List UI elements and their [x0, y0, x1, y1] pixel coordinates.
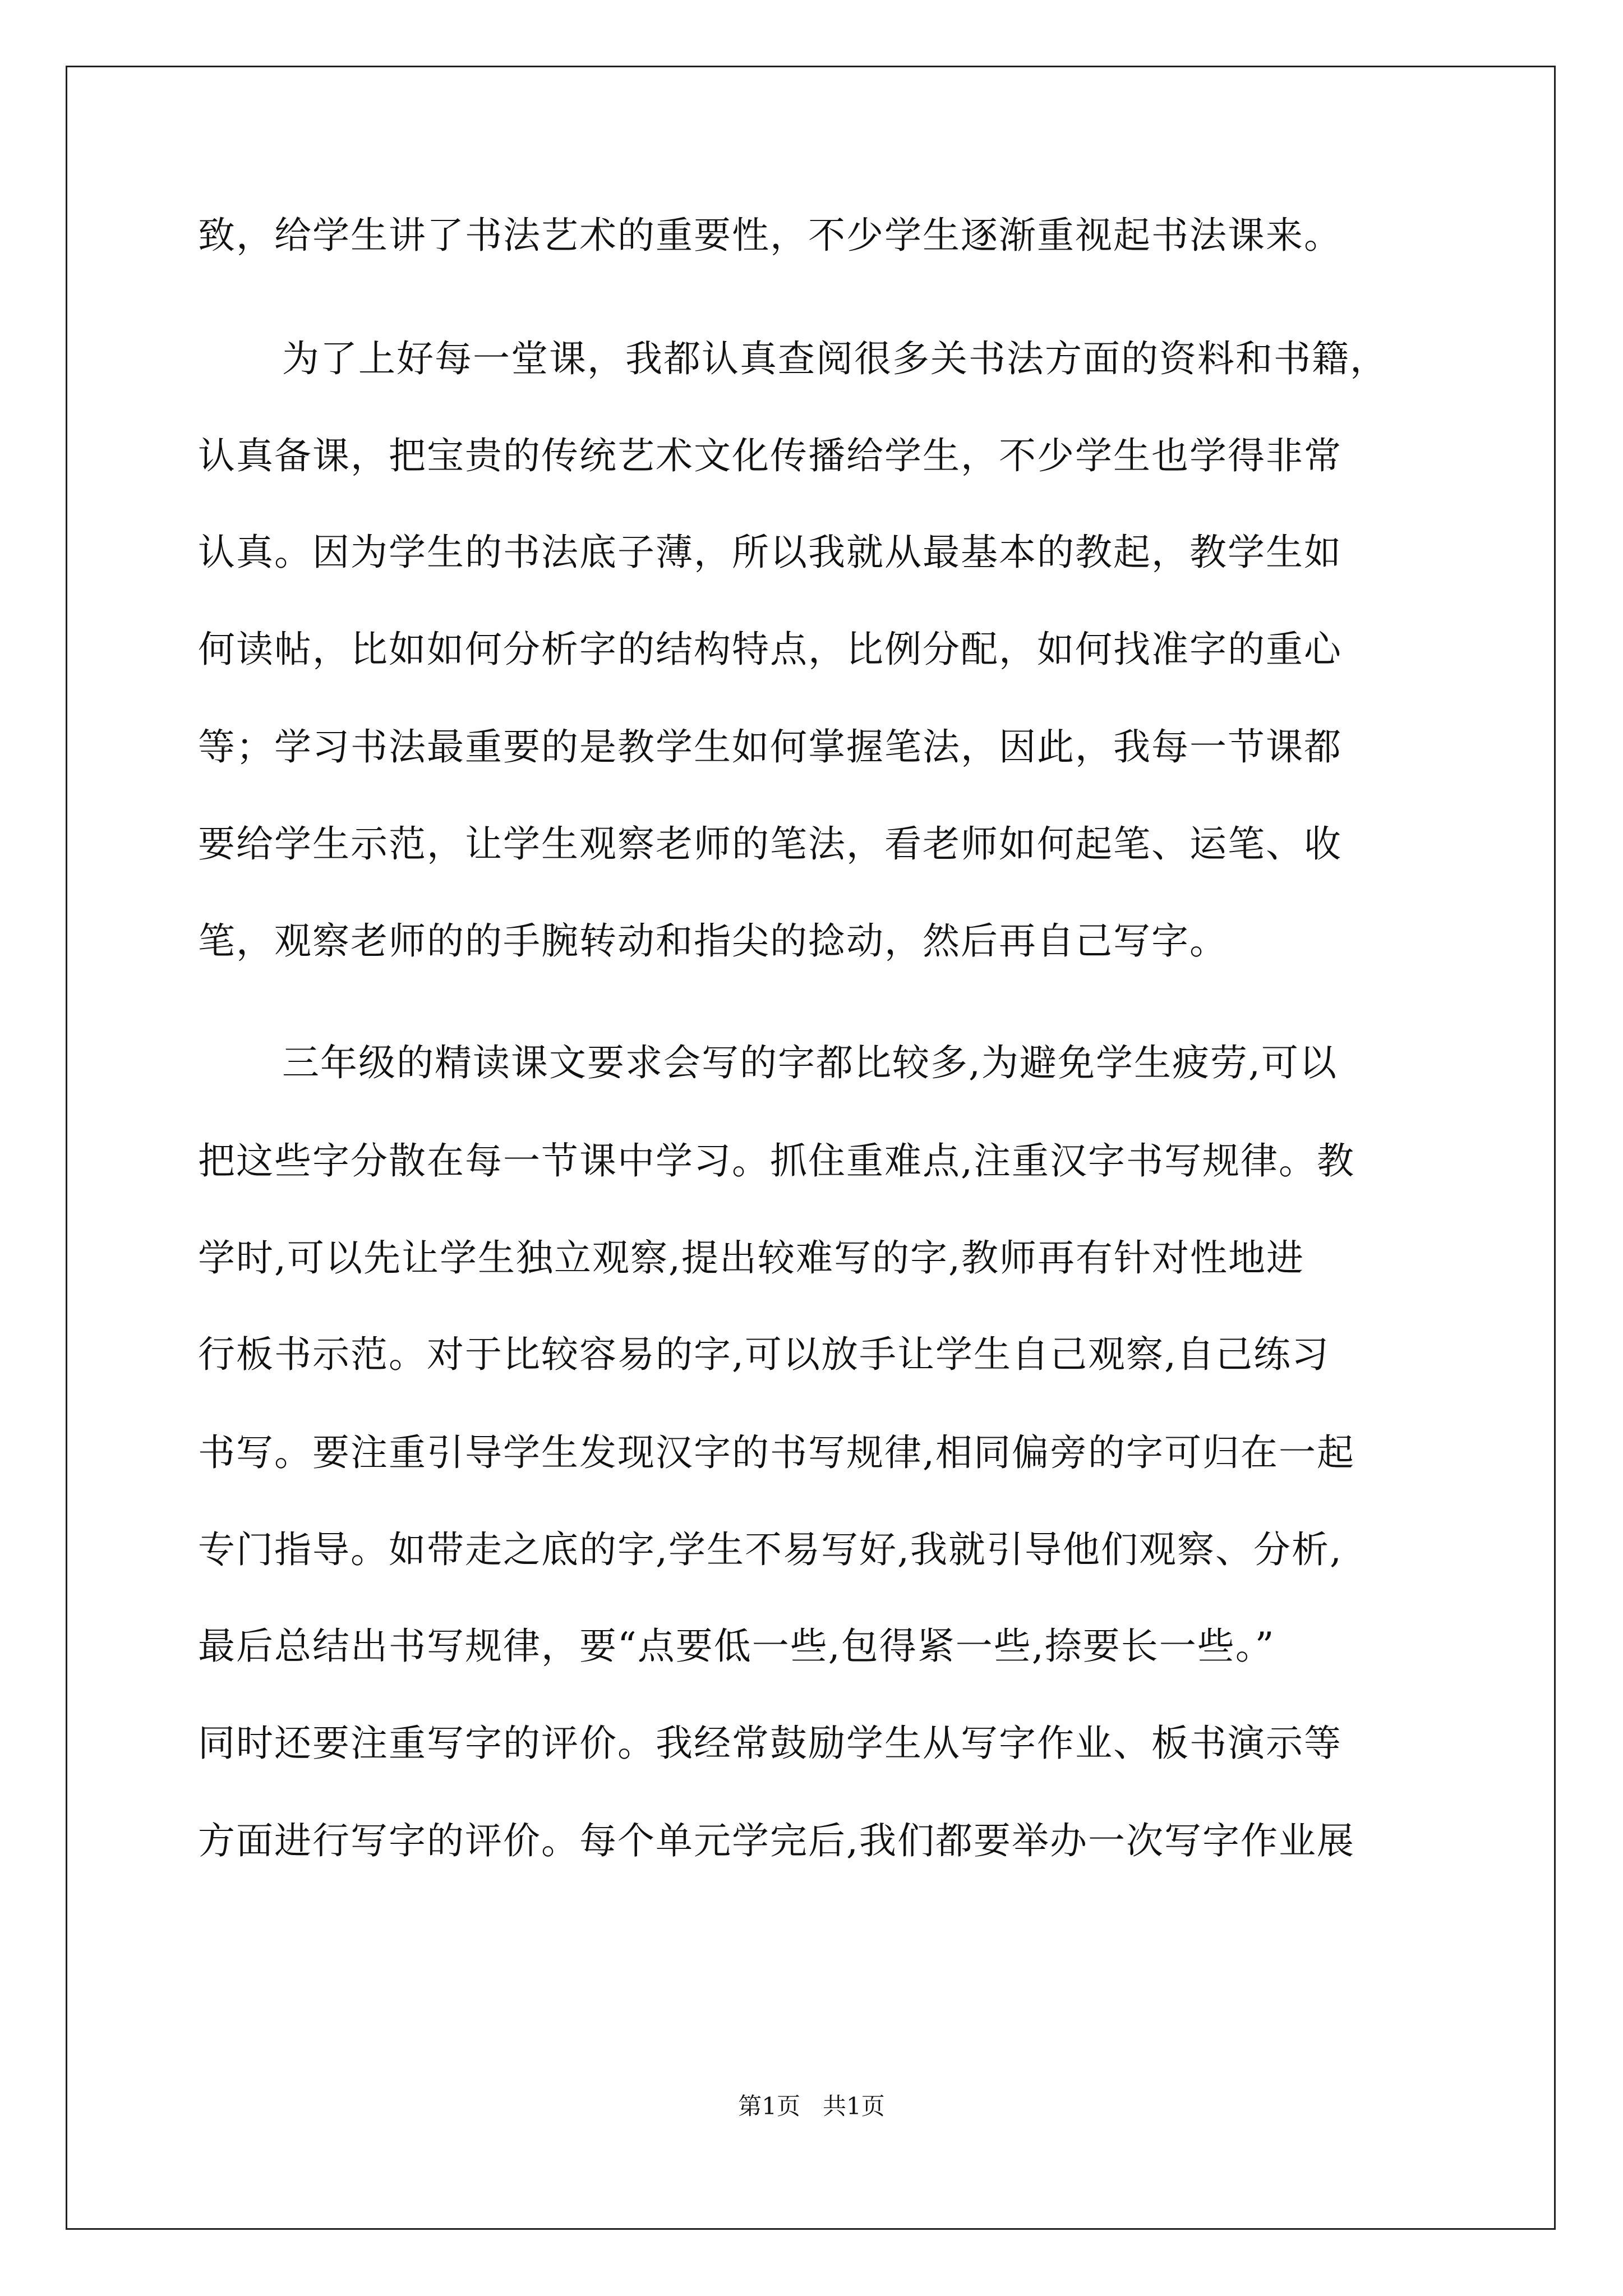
text-line: 何读帖，比如如何分析字的结构特点，比例分配，如何找准字的重心 — [198, 628, 1342, 671]
text-line: 笔，观察老师的的手腕转动和指尖的捻动，然后再自己写字。 — [198, 919, 1228, 963]
text-line: 最后总结出书写规律，要“点要低一些,包得紧一些,捺要长一些。” — [198, 1625, 1275, 1668]
text-line: 致，给学生讲了书法艺术的重要性，不少学生逐渐重视起书法课来。 — [198, 214, 1342, 257]
text-line: 把这些字分散在每一节课中学习。抓住重难点,注重汉字书写规律。教 — [198, 1139, 1355, 1182]
text-line: 行板书示范。对于比较容易的字,可以放手让学生自己观察,自己练习 — [198, 1333, 1330, 1376]
text-line: 认真。因为学生的书法底子薄，所以我就从最基本的教起，教学生如 — [198, 531, 1342, 574]
text-line: 方面进行写字的评价。每个单元学完后,我们都要举办一次写字作业展 — [198, 1819, 1355, 1862]
text-line: 等；学习书法最重要的是教学生如何掌握笔法，因此，我每一节课都 — [198, 725, 1342, 769]
text-line: 专门指导。如带走之底的字,学生不易写好,我就引导他们观察、分析, — [198, 1528, 1343, 1571]
text-line: 同时还要注重写字的评价。我经常鼓励学生从写字作业、板书演示等 — [198, 1722, 1342, 1765]
text-line: 要给学生示范，让学生观察老师的笔法，看老师如何起笔、运笔、收 — [198, 822, 1342, 866]
text-line: 书写。要注重引导学生发现汉字的书写规律,相同偏旁的字可归在一起 — [198, 1431, 1355, 1474]
text-line: 三年级的精读课文要求会写的字都比较多,为避免学生疲劳,可以 — [282, 1041, 1338, 1084]
text-line: 学时,可以先让学生独立观察,提出较难写的字,教师再有针对性地进 — [198, 1236, 1304, 1280]
text-line: 为了上好每一堂课，我都认真查阅很多关书法方面的资料和书籍， — [282, 337, 1388, 380]
page-number-footer: 第1页 共1页 — [738, 2092, 885, 2120]
text-line: 认真备课，把宝贵的传统艺术文化传播给学生，不少学生也学得非常 — [198, 434, 1342, 477]
